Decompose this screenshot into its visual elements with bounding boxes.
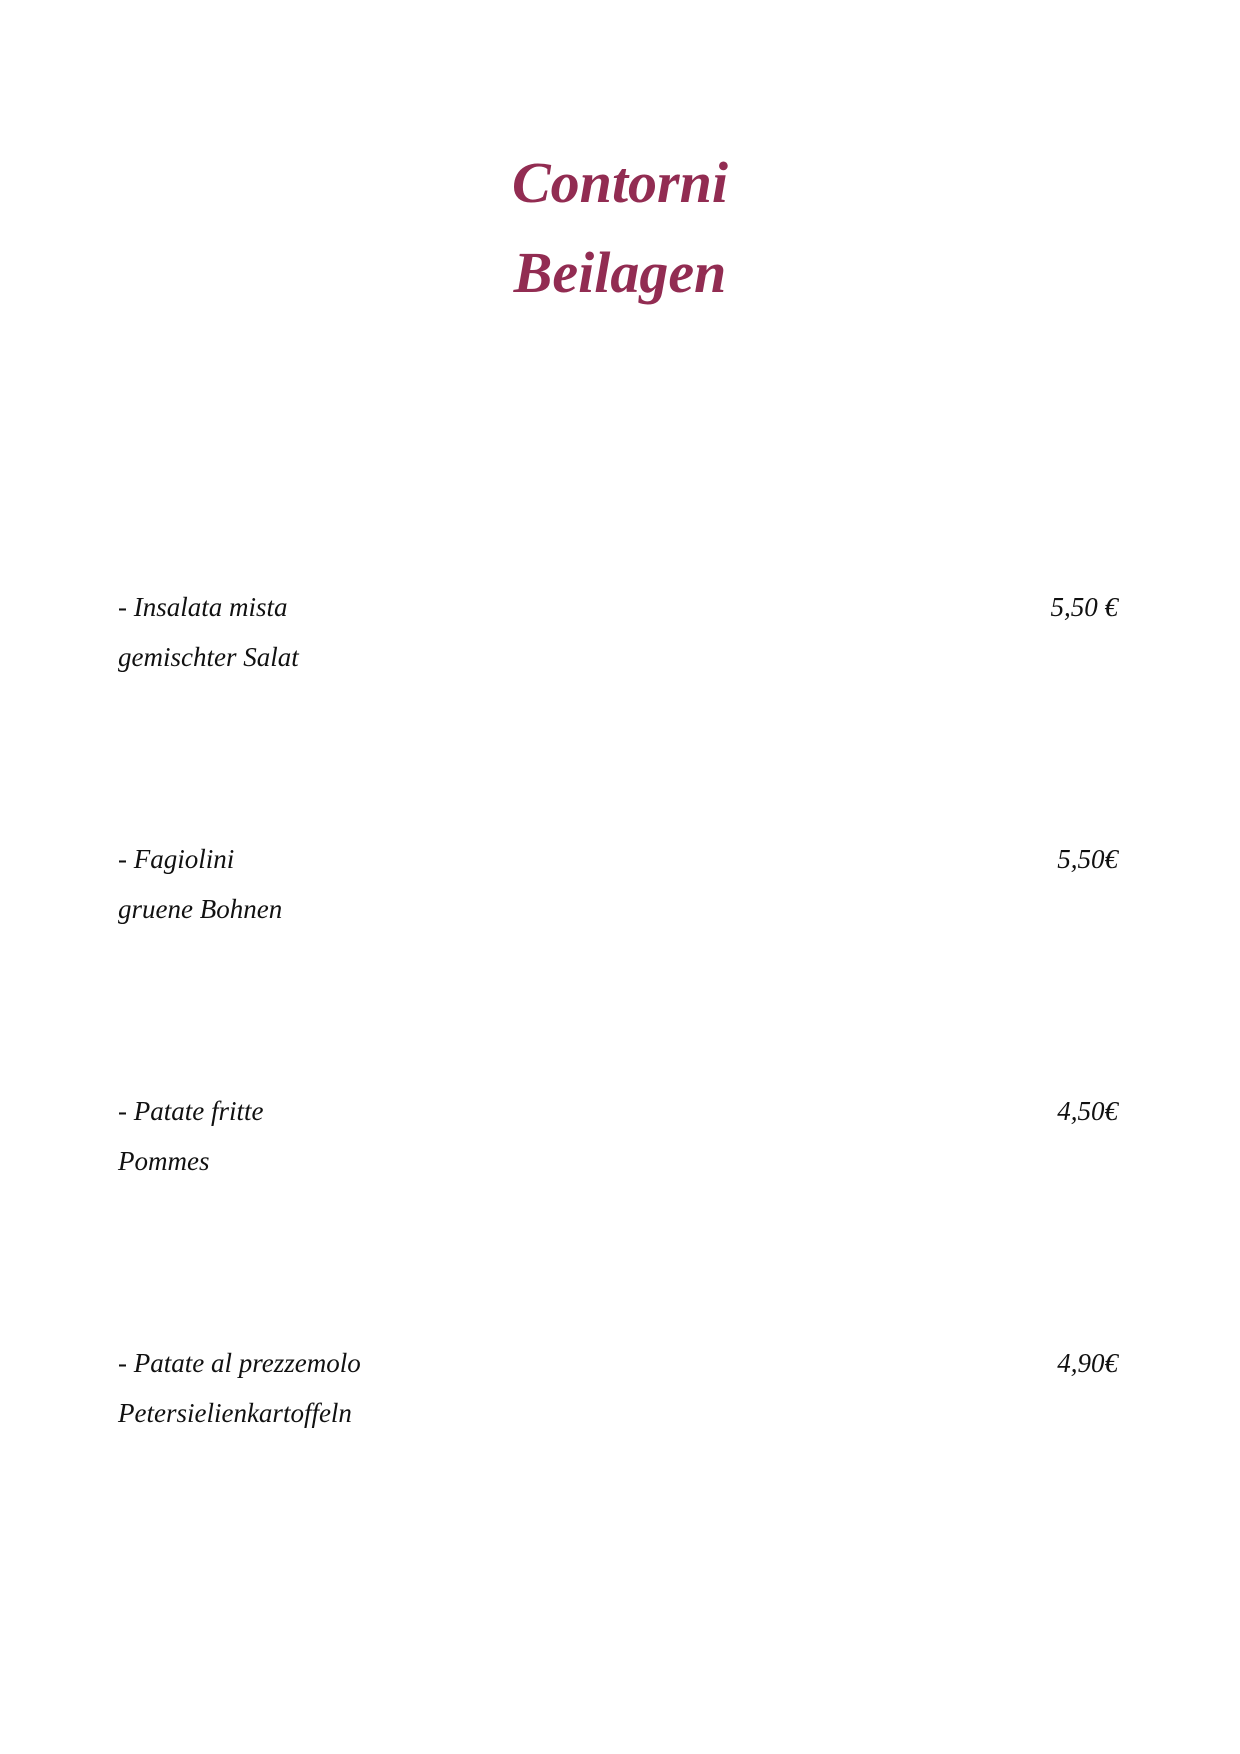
item-price: 4,50€ (1057, 1096, 1118, 1126)
item-translation: gemischter Salat (118, 642, 299, 672)
item-name: - Patate fritte (118, 1096, 264, 1126)
item-name: - Patate al prezzemolo (118, 1348, 361, 1378)
item-translation: gruene Bohnen (118, 894, 283, 924)
item-translation: Pommes (118, 1146, 210, 1176)
item-price: 5,50 € (1050, 592, 1118, 622)
item-price: 4,90€ (1057, 1348, 1118, 1378)
section-title-german: Beilagen (513, 240, 727, 305)
item-name: - Fagiolini (118, 844, 235, 874)
section-title-italian: Contorni (512, 150, 728, 215)
item-price: 5,50€ (1057, 844, 1118, 874)
item-name: - Insalata mista (118, 592, 288, 622)
item-translation: Petersielienkartoffeln (118, 1398, 352, 1428)
